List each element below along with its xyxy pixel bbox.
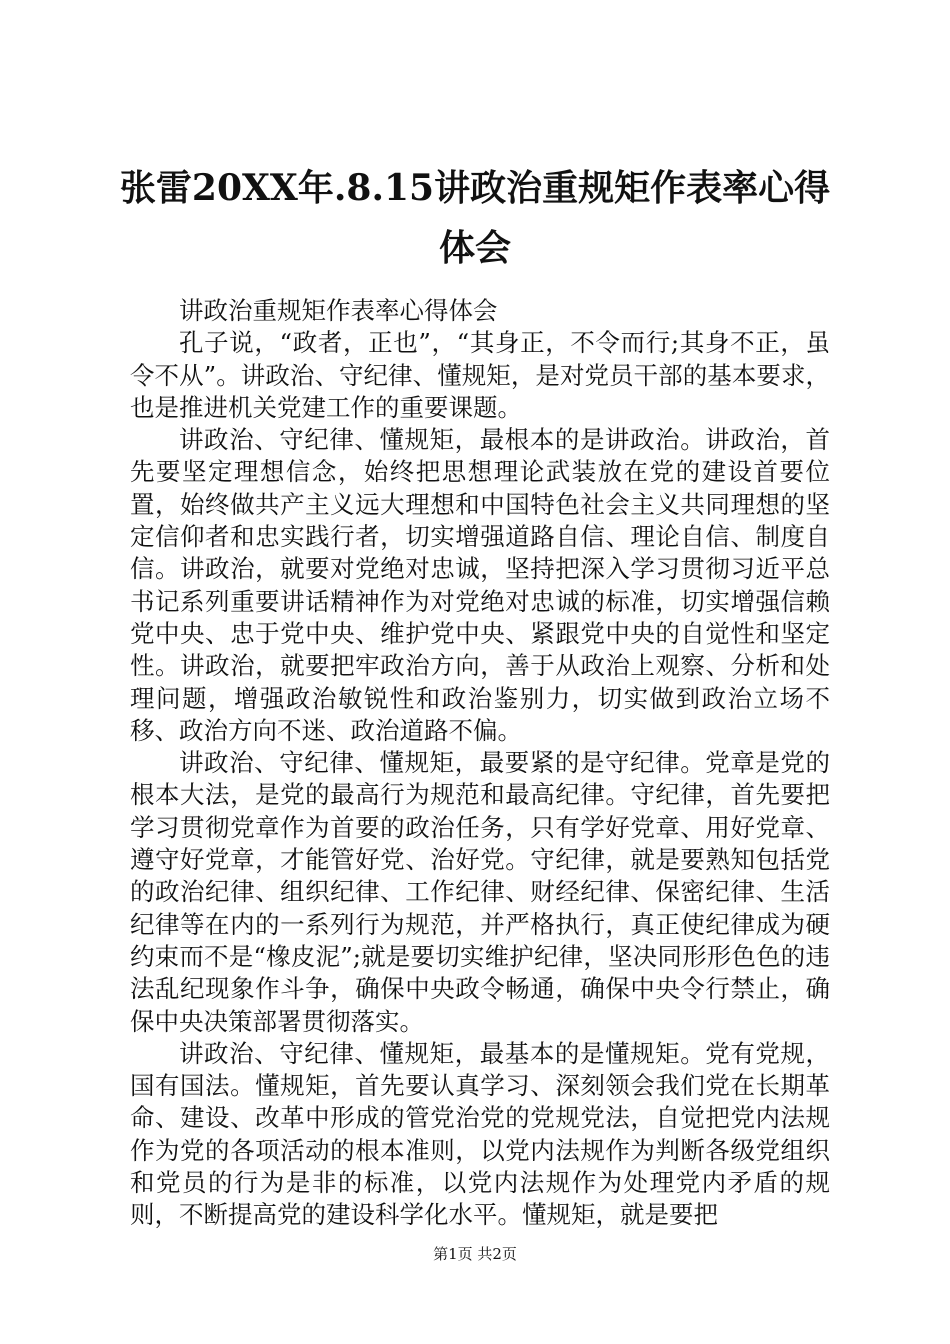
paragraph-intro: 孔子说，“政者，正也”，“其身正，不令而行;其身不正，虽令不从”。讲政治、守纪律、懂规矩，是对党员干部的基本要求，也是推进机关党建工作的重要课题。 xyxy=(130,328,830,422)
paragraph-politics: 讲政治、守纪律、懂规矩，最根本的是讲政治。讲政治，首先要坚定理想信念，始终把思想理论武装放在党的建设首要位置，始终做共产主义远大理想和中国特色社会主义共同理想的坚定信仰者和忠实践行者，切实增强道路自信、理论自信、制度自信。讲政治，就要对党绝对忠诚，坚持把深入学习贯彻习近平总书记系列重要讲话精神作为对党绝对忠诚的标准，切实增强信赖党中央、忠于党中央、维护党中央、紧跟党中央的自觉性和坚定性。讲政治，就要把牢政治方向，善于从政治上观察、分析和处理问题，增强政治敏锐性和政治鉴别力，切实做到政治立场不移、政治方向不迷、政治道路不偏。 xyxy=(130,425,830,745)
paragraph-subtitle: 讲政治重规矩作表率心得体会 xyxy=(179,296,498,325)
page-number-footer: 第1页 共2页 xyxy=(433,1245,517,1263)
document-title: 张雷20XX年.8.15讲政治重规矩作表率心得体会 xyxy=(119,167,831,269)
paragraph-discipline: 讲政治、守纪律、懂规矩，最要紧的是守纪律。党章是党的根本大法，是党的最高行为规范和最高纪律。守纪律，首先要把学习贯彻党章作为首要的政治任务，只有学好党章、用好党章、遵守好党章，才能管好党、治好党。守纪律，就是要熟知包括党的政治纪律、组织纪律、工作纪律、财经纪律、保密纪律、生活纪律等在内的一系列行为规范，并严格执行，真正使纪律成为硬约束而不是“橡皮泥”;就是要切实维护纪律，坚决同形形色色的违法乱纪现象作斗争，确保中央政令畅通，确保中央令行禁止，确保中央决策部署贯彻落实。 xyxy=(130,748,830,1036)
paragraph-rules: 讲政治、守纪律、懂规矩，最基本的是懂规矩。党有党规，国有国法。懂规矩，首先要认真学习、深刻领会我们党在长期革命、建设、改革中形成的管党治党的党规党法，自觉把党内法规作为党的各项活动的根本准则，以党内法规作为判断各级党组织和党员的行为是非的标准，以党内法规作为处理党内矛盾的规则，不断提高党的建设科学化水平。懂规矩，就是要把 xyxy=(130,1038,830,1230)
document-body xyxy=(130,295,830,1232)
